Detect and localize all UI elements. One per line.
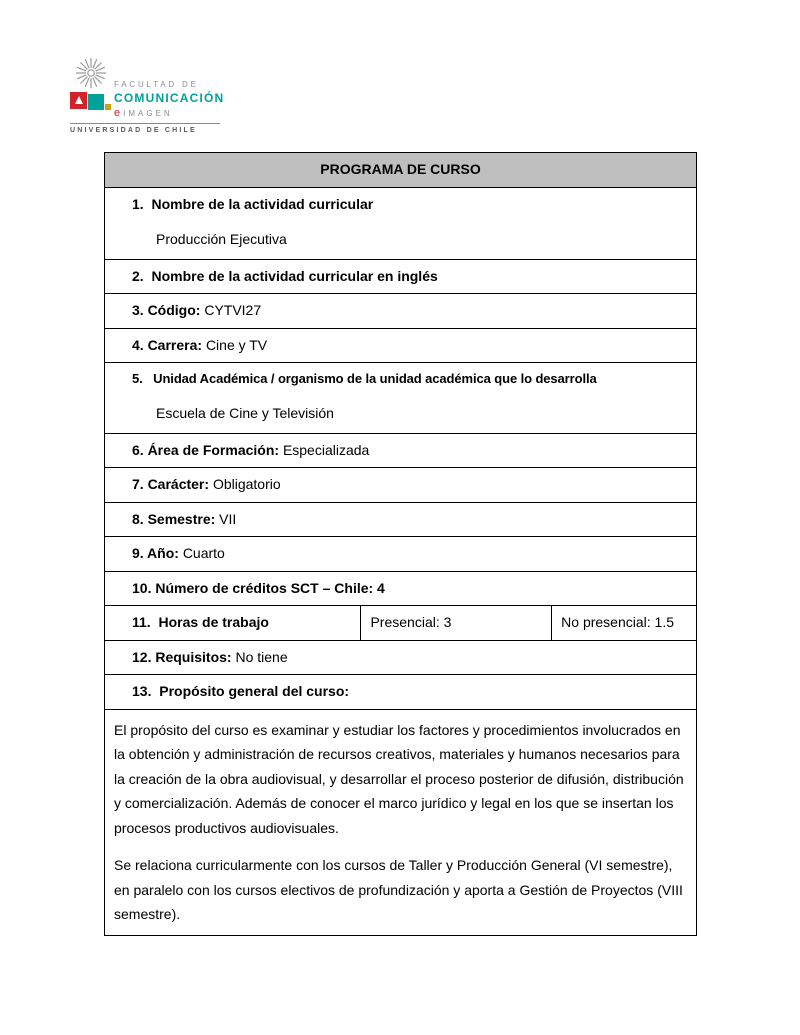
red-square-icon [70, 92, 87, 109]
field-ano [132, 545, 687, 563]
field-semestre-value: VII [219, 510, 237, 527]
sunburst-icon [74, 56, 108, 90]
row-ano [105, 537, 697, 572]
faculty-line-1: FACULTAD DE [114, 80, 199, 89]
field-area-label: 6. Área de Formación: [132, 441, 280, 458]
faculty-line-3 [114, 107, 224, 119]
logo-divider [70, 123, 220, 124]
course-program-table [104, 152, 697, 936]
field-requisitos-value: No tiene [235, 648, 288, 665]
field-carrera-value: Cine y TV [205, 336, 268, 353]
faculty-name [114, 56, 224, 119]
field-nombre-ingles-label: 2. Nombre de la actividad curricular en inglés [132, 267, 438, 284]
field-caracter [132, 476, 687, 494]
row-horas-trabajo [105, 606, 697, 641]
field-carrera [132, 337, 687, 355]
field-carrera-label: 4. Carrera: [132, 336, 203, 353]
field-horas-presencial: Presencial: 3 [361, 606, 552, 641]
logo-marks [70, 56, 111, 119]
logo-row [70, 56, 225, 119]
logo-squares [70, 92, 111, 110]
field-codigo-label: 3. Código: [132, 302, 201, 318]
row-nombre-actividad [105, 187, 697, 259]
proposito-paragraph-1: El propósito del curso es examinar y estudiar los factores y procedimientos involucrados en la obtención y administración de recursos creativos, materiales y humanos necesarios para la creación de la obra audiovisual, y desarrollar el proceso posterior de difusión, distribución y comercialización. Además de conocer el marco jurídico y legal en los que se insertan los procesos productivos audiovisuales. [114, 721, 684, 836]
row-proposito-body [105, 709, 697, 935]
university-logo [70, 56, 225, 134]
field-caracter-value: Obligatorio [212, 476, 281, 493]
faculty-line-3-word: IMAGEN [123, 109, 173, 118]
field-unidad-label: 5. Unidad Académica / organismo de la unidad académica que lo desarrolla [132, 371, 597, 386]
mustard-square-icon [105, 104, 111, 110]
field-horas-label: 11. Horas de trabajo [132, 614, 269, 631]
field-ano-label: 9. Año: [132, 545, 179, 562]
row-proposito-header [105, 675, 697, 710]
field-proposito-label: 13. Propósito general del curso: [132, 683, 350, 700]
row-codigo [105, 294, 697, 329]
table-title: PROGRAMA DE CURSO [105, 153, 697, 188]
university-name: UNIVERSIDAD DE CHILE [70, 127, 197, 134]
field-horas-no-presencial: No presencial: 1.5 [552, 606, 697, 641]
row-area-formacion [105, 433, 697, 468]
field-area-value: Especializada [282, 441, 370, 458]
row-creditos [105, 571, 697, 606]
row-caracter [105, 468, 697, 503]
teal-square-icon [88, 94, 104, 110]
field-creditos-label: 10. Número de créditos SCT – Chile: 4 [132, 579, 385, 596]
field-requisitos-label: 12. Requisitos: [132, 648, 232, 665]
row-semestre [105, 502, 697, 537]
row-unidad-academica [105, 363, 697, 434]
table-title-row [105, 153, 697, 188]
row-nombre-ingles [105, 259, 697, 294]
field-unidad-value: Escuela de Cine y Televisión [156, 405, 334, 422]
field-nombre-label: 1. Nombre de la actividad curricular [132, 195, 374, 212]
faculty-line-2: COMUNICACIÓN [114, 91, 225, 105]
row-requisitos [105, 640, 697, 675]
field-ano-value: Cuarto [182, 545, 225, 562]
row-carrera [105, 328, 697, 363]
field-codigo-value: CYTVI27 [204, 302, 262, 318]
faculty-line-3-e: e [114, 107, 121, 119]
field-area [132, 442, 687, 460]
field-semestre-label: 8. Semestre: [132, 510, 216, 527]
field-semestre [132, 511, 687, 529]
field-codigo [132, 302, 687, 320]
field-nombre-value: Producción Ejecutiva [156, 231, 287, 247]
field-caracter-label: 7. Carácter: [132, 476, 210, 493]
field-requisitos [132, 649, 687, 667]
proposito-paragraph-2: Se relaciona curricularmente con los cursos de Taller y Producción General (VI semestre), en paralelo con los cursos electivos de profundización y aporta a Gestión de Proyectos (VIII semestre). [114, 857, 683, 923]
